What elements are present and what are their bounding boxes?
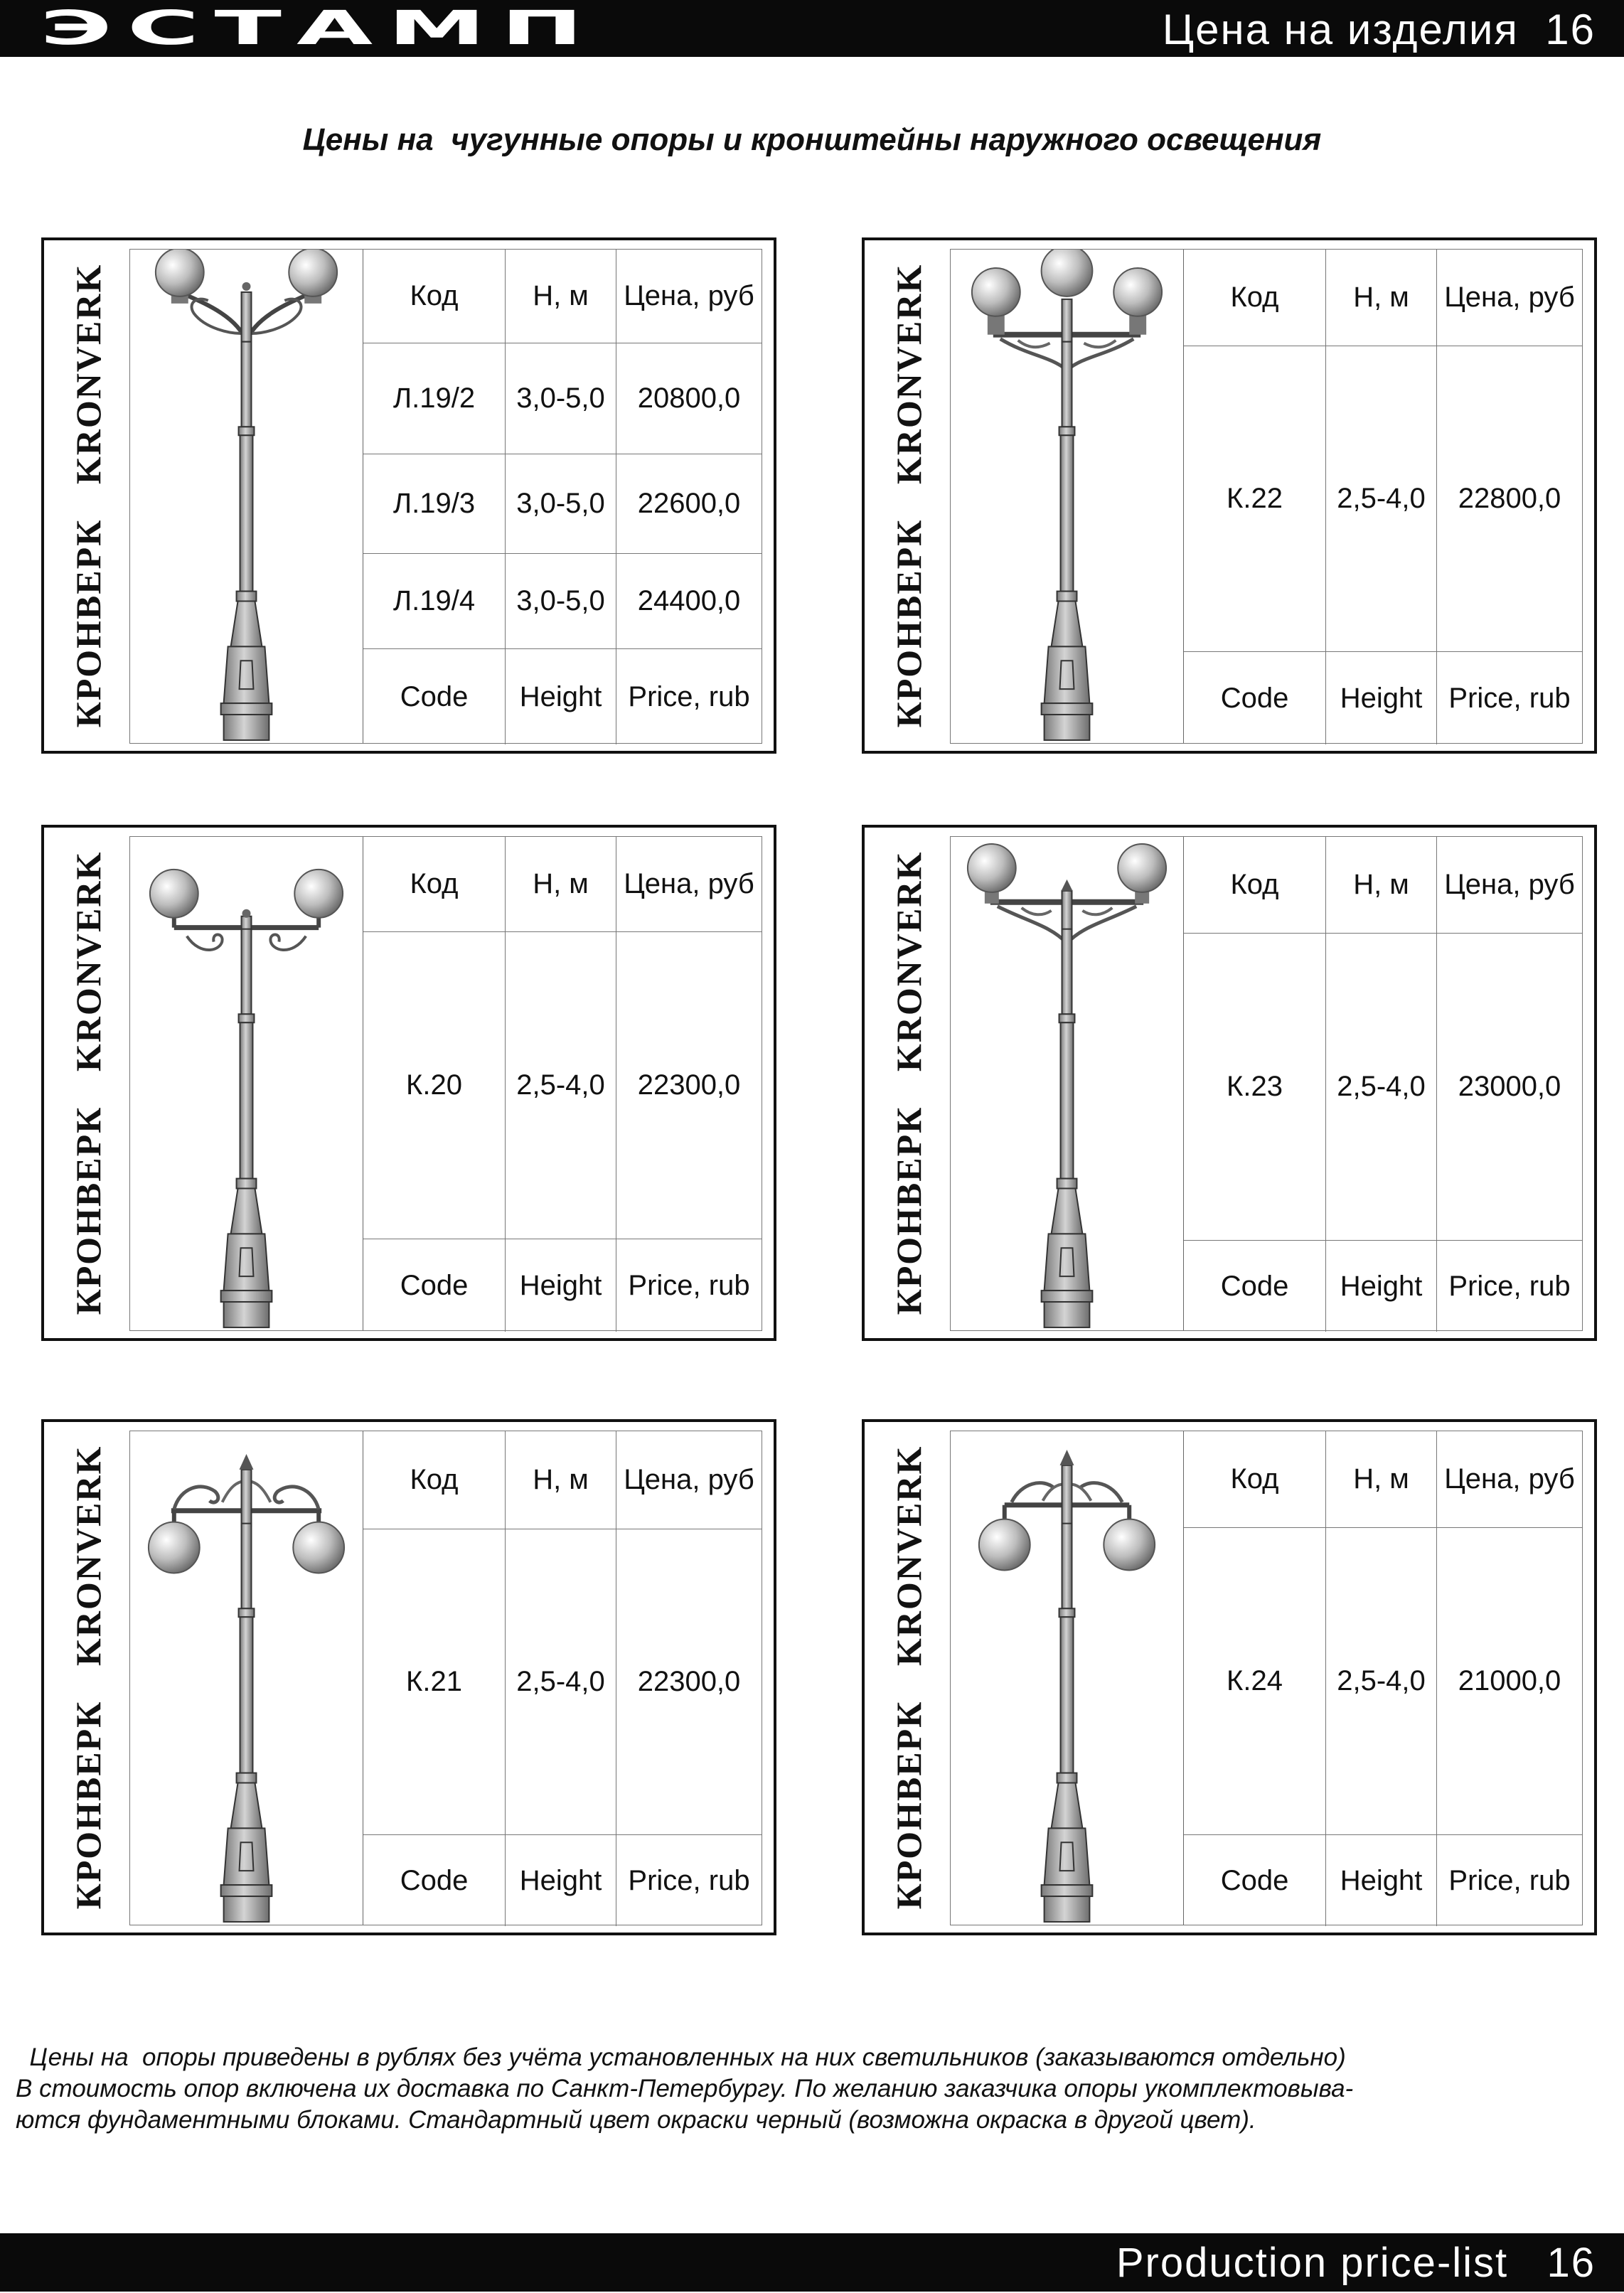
- bottom-title: Production price-list 16: [1116, 2240, 1596, 2286]
- price-cell: 22800,0: [1458, 483, 1561, 514]
- price-header: Цена, руб: [1444, 1463, 1575, 1495]
- code-header: Код: [363, 1431, 506, 1529]
- code-cell: Л.19/2: [363, 343, 506, 454]
- product-card-l19: [41, 237, 776, 754]
- price-cell: 23000,0: [1458, 1071, 1561, 1102]
- code-cell: К.24: [1184, 1528, 1326, 1834]
- page-title: Цена на изделия 16: [1162, 6, 1596, 53]
- price-header: Цена, руб: [1444, 282, 1575, 313]
- price-footer: Price, rub: [1448, 682, 1571, 714]
- price-footer: Price, rub: [628, 680, 750, 712]
- product-card-k23: [862, 825, 1597, 1341]
- code-footer: Code: [1184, 1835, 1326, 1926]
- code-footer: Code: [363, 649, 506, 744]
- code-header: Код: [363, 250, 506, 343]
- height-footer: Height: [1326, 1835, 1437, 1926]
- lamp-post-k23-image: [951, 837, 1184, 1330]
- price-cell: 24400,0: [637, 585, 741, 616]
- code-footer: Code: [363, 1835, 506, 1926]
- price-header: Цена, руб: [624, 280, 754, 311]
- bottom-bar: [0, 2233, 1624, 2292]
- lamp-post-k20-image: [130, 837, 363, 1330]
- height-footer: Height: [1326, 1241, 1437, 1332]
- code-cell: Л.19/3: [363, 454, 506, 553]
- price-cell: 22300,0: [637, 1666, 741, 1697]
- code-header: Код: [1184, 837, 1326, 933]
- price-table-l19: [363, 250, 762, 743]
- code-header: Код: [1184, 250, 1326, 346]
- price-cell: 22300,0: [637, 1069, 741, 1101]
- price-cell: 21000,0: [1458, 1665, 1561, 1696]
- product-card-k24: [862, 1419, 1597, 1935]
- height-header: Н, м: [1326, 250, 1437, 346]
- height-cell: 3,0-5,0: [506, 343, 616, 454]
- height-footer: Height: [506, 1835, 616, 1926]
- price-footer: Price, rub: [628, 1269, 750, 1301]
- note-line: В стоимость опор включена их доставка по Санкт-Петербургу. По желанию заказчика опоры укомплектовыва-: [16, 2075, 1354, 2102]
- note-line: Цены на опоры приведены в рублях без учёта установленных на них светильников (заказываются отдельно): [16, 2043, 1346, 2071]
- product-card-k20: [41, 825, 776, 1341]
- height-header: Н, м: [1326, 837, 1437, 933]
- code-cell: К.20: [363, 932, 506, 1239]
- lamp-post-k24-image: [951, 1431, 1184, 1925]
- brand-label: КРОНВЕРК KRONVERK: [889, 1445, 929, 1910]
- height-cell: 2,5-4,0: [506, 932, 616, 1239]
- top-bar: [0, 0, 1624, 57]
- note-line: ются фундаментными блоками. Стандартный цвет окраски черный (возможна окраска в другой цвет).: [16, 2106, 1256, 2134]
- height-header: Н, м: [1326, 1431, 1437, 1527]
- price-table-k21: [363, 1431, 762, 1925]
- height-header: Н, м: [506, 250, 616, 343]
- height-cell: 2,5-4,0: [1326, 1528, 1437, 1834]
- height-cell: 3,0-5,0: [506, 454, 616, 553]
- height-cell: 3,0-5,0: [506, 554, 616, 648]
- brand-label: КРОНВЕРК KRONVERK: [889, 263, 929, 728]
- code-header: Код: [363, 837, 506, 931]
- company-logo: ЭСТАМП: [40, 1, 599, 55]
- brand-label: КРОНВЕРК KRONVERK: [889, 850, 929, 1315]
- price-cell: 22600,0: [637, 488, 741, 519]
- price-footer: Price, rub: [1448, 1864, 1571, 1896]
- height-footer: Height: [506, 649, 616, 744]
- code-cell: Л.19/4: [363, 554, 506, 648]
- price-footer: Price, rub: [628, 1864, 750, 1896]
- height-header: Н, м: [506, 837, 616, 931]
- height-cell: 2,5-4,0: [506, 1529, 616, 1834]
- brand-label: КРОНВЕРК KRONVERK: [68, 263, 108, 728]
- code-header: Код: [1184, 1431, 1326, 1527]
- price-table-k24: [1184, 1431, 1582, 1925]
- code-cell: К.21: [363, 1529, 506, 1834]
- price-header: Цена, руб: [624, 868, 754, 899]
- price-table-k20: [363, 837, 762, 1330]
- code-footer: Code: [1184, 1241, 1326, 1332]
- code-cell: К.23: [1184, 934, 1326, 1240]
- lamp-post-k22-image: [951, 250, 1184, 743]
- price-notes: [16, 2042, 1608, 2136]
- product-card-k22: [862, 237, 1597, 754]
- price-footer: Price, rub: [1448, 1270, 1571, 1302]
- price-header: Цена, руб: [1444, 869, 1575, 900]
- height-footer: Height: [506, 1239, 616, 1332]
- lamp-post-l19-image: [130, 250, 363, 743]
- price-header: Цена, руб: [624, 1464, 754, 1495]
- code-cell: К.22: [1184, 346, 1326, 651]
- lamp-post-k21-image: [130, 1431, 363, 1925]
- height-cell: 2,5-4,0: [1326, 346, 1437, 651]
- price-table-k22: [1184, 250, 1582, 743]
- code-footer: Code: [1184, 652, 1326, 744]
- height-cell: 2,5-4,0: [1326, 934, 1437, 1240]
- height-footer: Height: [1326, 652, 1437, 744]
- height-header: Н, м: [506, 1431, 616, 1529]
- product-card-k21: [41, 1419, 776, 1935]
- section-heading: Цены на чугунные опоры и кронштейны наружного освещения: [302, 122, 1322, 157]
- price-table-k23: [1184, 837, 1582, 1330]
- brand-label: КРОНВЕРК KRONVERK: [68, 850, 108, 1315]
- brand-label: КРОНВЕРК KRONVERK: [68, 1445, 108, 1910]
- code-footer: Code: [363, 1239, 506, 1332]
- price-cell: 20800,0: [637, 383, 741, 414]
